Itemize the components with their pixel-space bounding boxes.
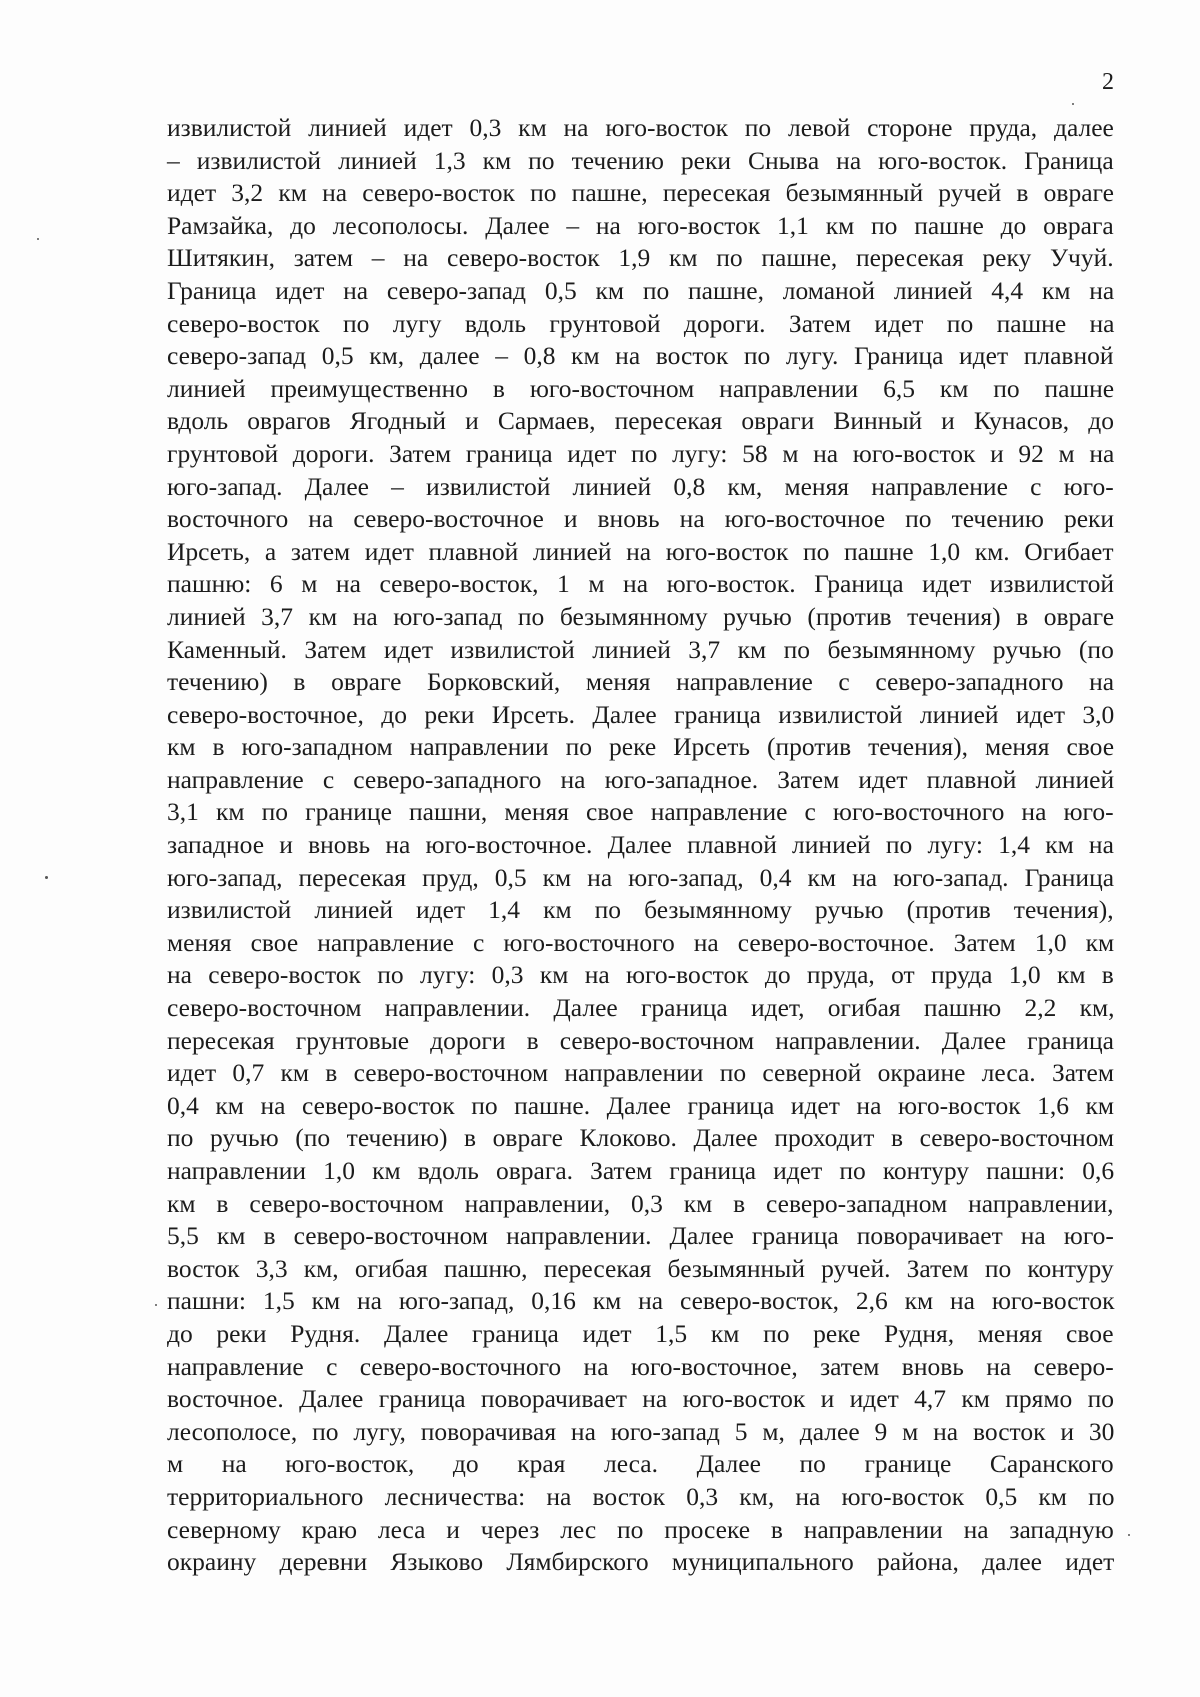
text-line: идет 0,7 км в северо-восточном направлении по северной окраине леса. Затем: [167, 1058, 1114, 1088]
text-line: 3,1 км по границе пашни, меняя свое направление с юго-восточного на юго-: [167, 797, 1114, 827]
text-line: Ирсеть, а затем идет плавной линией на юго-восток по пашне 1,0 км. Огибает: [167, 536, 1114, 566]
text-line: меняя свое направление с юго-восточного на северо-восточное. Затем 1,0 км: [167, 927, 1115, 957]
text-line: Каменный. Затем идет извилистой линией 3,7 км по безымянному ручью (по: [167, 634, 1114, 664]
text-line: на северо-восток по лугу: 0,3 км на юго-восток до пруда, от пруда 1,0 км в: [167, 960, 1114, 990]
text-line: до реки Рудня. Далее граница идет 1,5 км по реке Рудня, меняя свое: [167, 1318, 1114, 1348]
text-line: восточное. Далее граница поворачивает на юго-восток и идет 4,7 км прямо по: [167, 1384, 1115, 1414]
text-line: северо-восток по лугу вдоль грунтовой дороги. Затем идет по пашне на: [167, 308, 1115, 338]
text-line: по ручью (по течению) в овраге Клоково. Далее проходит в северо-восточном: [167, 1123, 1115, 1153]
text-line: 5,5 км в северо-восточном направлении. Далее граница поворачивает на юго-: [167, 1221, 1114, 1251]
text-line: м на юго-восток, до края леса. Далее по границе Саранского: [167, 1449, 1114, 1479]
text-line: км в юго-западном направлении по реке Ирсеть (против течения), меняя свое: [167, 732, 1115, 762]
scan-speck: [1128, 1534, 1130, 1536]
text-line: вдоль оврагов Ягодный и Сармаев, пересекая овраги Винный и Кунасов, до: [167, 406, 1114, 436]
text-line: восточного на северо-восточное и вновь на юго-восточное по течению реки: [167, 504, 1115, 534]
text-line: км в северо-восточном направлении, 0,3 км в северо-западном направлении,: [167, 1188, 1114, 1218]
page-number: 2: [1102, 69, 1114, 95]
text-line: юго-запад, пересекая пруд, 0,5 км на юго-запад, 0,4 км на юго-запад. Граница: [167, 862, 1115, 892]
text-line: северному краю леса и через лес по просеке в направлении на западную: [167, 1514, 1114, 1544]
text-line: течению) в овраге Борковский, меняя направление с северо-западного на: [167, 667, 1115, 697]
text-line: линией преимущественно в юго-восточном направлении 6,5 км по пашне: [167, 373, 1115, 403]
body-text: [167, 112, 1114, 1579]
text-line: направлении 1,0 км вдоль оврага. Затем граница идет по контуру пашни: 0,6: [167, 1156, 1115, 1185]
text-line: окраину деревни Языково Лямбирского муниципального района, далее идет: [167, 1547, 1115, 1577]
scan-speck: [155, 1304, 157, 1306]
text-line: Граница идет на северо-запад 0,5 км по пашне, ломаной линией 4,4 км на: [167, 275, 1115, 305]
text-line: направление с северо-западного на юго-западное. Затем идет плавной линией: [167, 764, 1115, 794]
scan-speck: [45, 876, 48, 879]
text-line: северо-запад 0,5 км, далее – 0,8 км на восток по лугу. Граница идет плавной: [167, 341, 1114, 371]
text-line: извилистой линией идет 0,3 км на юго-восток по левой стороне пруда, далее: [167, 113, 1114, 142]
text-line: пашни: 1,5 км на юго-запад, 0,16 км на северо-восток, 2,6 км на юго-восток: [167, 1286, 1115, 1316]
text-line: извилистой линией идет 1,4 км по безымянному ручью (против течения),: [167, 895, 1114, 925]
text-line: 0,4 км на северо-восток по пашне. Далее граница идет на юго-восток 1,6 км: [167, 1090, 1115, 1120]
text-line: грунтовой дороги. Затем граница идет по лугу: 58 м на юго-восток и 92 м на: [167, 438, 1115, 468]
text-line: Рамзайка, до лесополосы. Далее – на юго-восток 1,1 км по пашне до оврага: [167, 210, 1114, 240]
text-line: территориального лесничества: на восток 0,3 км, на юго-восток 0,5 км по: [167, 1481, 1115, 1511]
scan-speck: [37, 238, 39, 240]
text-line: северо-восточном направлении. Далее граница идет, огибая пашню 2,2 км,: [167, 993, 1115, 1023]
text-line: пашню: 6 м на северо-восток, 1 м на юго-восток. Граница идет извилистой: [167, 569, 1115, 599]
text-line: северо-восточное, до реки Ирсеть. Далее граница извилистой линией идет 3,0: [167, 699, 1115, 729]
text-line: – извилистой линией 1,3 км по течению реки Снывa на юго-восток. Граница: [167, 145, 1114, 175]
text-line: линией 3,7 км на юго-запад по безымянному ручью (против течения) в овраге: [167, 601, 1115, 631]
text-line: Шитякин, затем – на северо-восток 1,9 км по пашне, пересекая реку Учуй.: [167, 243, 1114, 273]
scan-speck: [1072, 103, 1074, 105]
text-line: идет 3,2 км на северо-восток по пашне, пересекая безымянный ручей в овраге: [167, 178, 1114, 208]
text-line: лесополосе, по лугу, поворачивая на юго-запад 5 м, далее 9 м на восток и 30: [167, 1416, 1115, 1446]
text-line: направление с северо-восточного на юго-восточное, затем вновь на северо-: [167, 1351, 1114, 1381]
text-line: пересекая грунтовые дороги в северо-восточном направлении. Далее граница: [167, 1025, 1114, 1055]
text-line: юго-запад. Далее – извилистой линией 0,8 км, меняя направление с юго-: [167, 471, 1114, 501]
text-line: западное и вновь на юго-восточное. Далее плавной линией по лугу: 1,4 км на: [167, 830, 1114, 860]
text-line: восток 3,3 км, огибая пашню, пересекая безымянный ручей. Затем по контуру: [167, 1253, 1114, 1283]
